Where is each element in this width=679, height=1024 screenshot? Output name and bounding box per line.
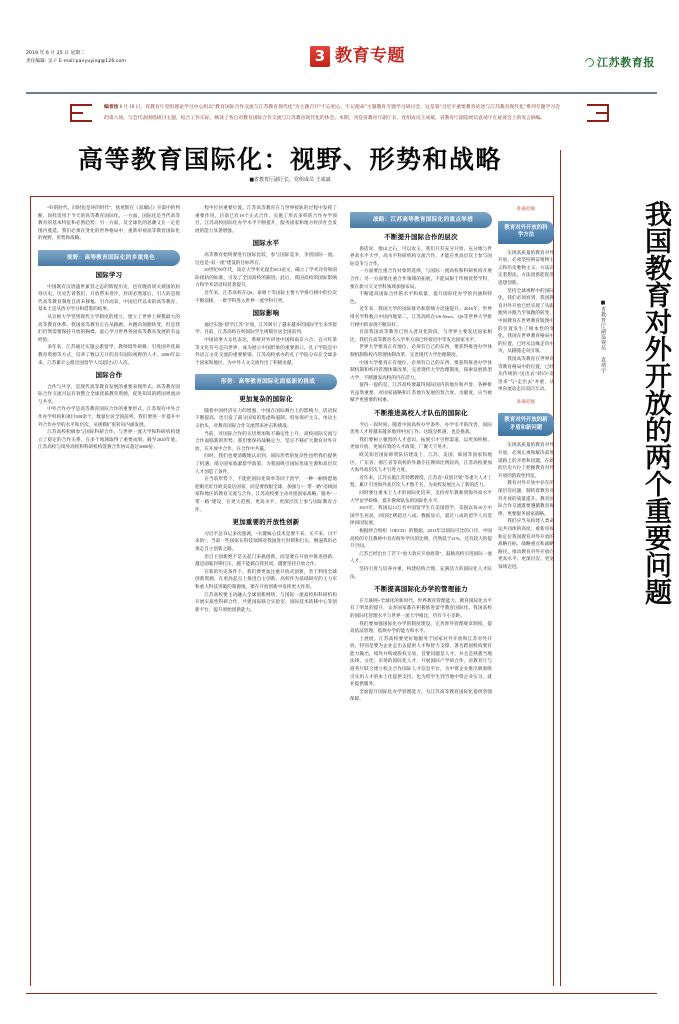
body-paragraph: 我们要加强国际化办学的制度建设，完善涉外管理规章制度，提高依法管理、依规办学的能力和水平。 — [350, 620, 492, 634]
article-column-1 — [38, 204, 180, 984]
body-paragraph: 中国故事大众化表达，系统对外讲述中国和南京六合、宜兴红茶等文化符号走向世界，成为展示中国形象的重要窗口。孔子学院是中外语言文化交流的重要桥梁，江苏高校承办的孔子学院分布在全球多个国家和地区，为中外人文交流作出了积极贡献。 — [195, 336, 337, 365]
body-paragraph: 近年来，江苏高校在QS、泰晤士等国际主要大学排行榜中的位次不断前移，一批学科进入世界一流学科行列。 — [195, 289, 337, 303]
sidebar-paragraph: 实现高质量的教育对外开放，必须坚持辩证唯物主义和历史唯物主义，方法决定着想法，方法创新能促进思想创新。 — [498, 249, 554, 285]
subsection-heading: 更加复杂的国际化 — [239, 396, 293, 404]
body-paragraph: 世界大学要真正有地位，必须有自己的东西，要获得推进办学体制机制和校内管理体制改革，完善现代大学治理制度。 — [350, 344, 492, 357]
sidebar-section-ribbon: 教育对外开放的新矛盾和新问题 — [498, 413, 554, 436]
body-paragraph: 在当前形势下，不能把国际化简单等同于留学，一种一厢情愿地把眼光盯住欧美发达国家，而是要放眼全球，加强与“一带一路”沿线国家和地区的教育交流与合作。江苏高校要主动对接国家战略，服务“一带一路”建设，在更大范围、更高水平、更深层次上参与国际教育合作。 — [195, 476, 337, 512]
sidebar-paragraph: 实现高质量的教育对外开放，必须正视和解决前进道路上的矛盾和问题，在新的历史方位上把握教育对外开放的阶段性特征。 — [498, 442, 554, 478]
body-paragraph: 不断提高国际合作的水平和质量，提升国际化办学的内涵和特色。 — [350, 291, 492, 304]
body-paragraph: 在互联网+全球化的新时代，世界教育管理能力、教育国际化水平有了明显的提升，众多国家都在积极推进留学教育国际化。我国高校的国际化管理水平与世界一流大学相比，仍有不小差距。 — [350, 597, 492, 618]
body-paragraph: 当前，对国际合作的关切增加和不确定性上升，高校国际交流与合作面临新的形势。我们要保持战略定力，坚定不移扩大教育对外开放，在开放中合作，在合作中共赢。 — [195, 430, 337, 451]
newspaper-brand — [585, 54, 655, 70]
sidebar-column — [498, 200, 554, 990]
masthead-rule — [26, 92, 657, 94]
publication-date: 2019 年 6 月 25 日 星期二 — [26, 51, 85, 56]
body-paragraph: 江苏高校要主动融入全球创新网络，与国际一流高校和科研机构开展实质性科研合作，共建国际联合实验室、国际技术转移中心等创新平台，提升原始创新能力。 — [195, 591, 337, 612]
body-paragraph: 今后一段时间，随着中国高校办学条件、办学水平的改善，国际优秀人才将越来越多地到中国工作。这既是机遇，也是挑战。 — [350, 421, 492, 435]
page-number: 3 — [310, 46, 330, 67]
body-paragraph: 高等教育始终要进行国际比较，参与国际竞争，争创国际一流。这也是“双一流”建设的目标所在。 — [195, 251, 337, 265]
body-paragraph: 同时要注重本土人才的国际化培养，支持青年教师到海外高水平大学访学研修，提升教师队伍的国际化水平。 — [350, 490, 492, 503]
body-paragraph: 中外合作办学是高等教育国际合作的重要形式。江苏现有中外合作办学机构和项目300余个，数量位居全国前列。我们要进一步提升中外合作办学的水平和层次，从规模扩张转向内涵发展。 — [38, 406, 180, 427]
body-paragraph: 欧美知名国际师资队伍建设上，江苏、美国、韩国等国家和地区。广东省、浙江省等高校的外籍专任教师比例较高，江苏高校要加大海外高层次人才引进力度。 — [350, 452, 492, 473]
masthead — [26, 46, 657, 90]
subsection-heading: 国际影响 — [252, 310, 280, 318]
body-paragraph: 20世纪90年代，南京大学率先提出SCI论文，确立了学术评价和国际接轨的标准，引发了全国高校的跟进。此后，我国高校的国际影响力和学术话语权显著提升。 — [195, 267, 337, 288]
editors-note-body: 6 月 18 日，省教育厅党组理论学习中心组以“教育国际合作交流与江苏教育现代化”为主题召开“不忘初心、牢记使命”主题教育专题学习研讨会，这是第“习近平重要教育论述与江苏教育现代化”系列专题学习会的第八场。与会代表围绕研讨主题，结合工作实际，畅谈了各自对教育国际合作交流与江苏教育现代化的体会。本期，刊登省教育厅副厅长、党组成员王成斌，省教育厅副巡视员袁靖宇在座谈会上的发言摘编。 — [104, 105, 560, 121]
subsection-heading: 不断推进高校人才队伍的国际化 — [374, 410, 468, 418]
subsection-heading: 更加重要的开放性创新 — [232, 519, 300, 527]
lead-paragraph: “好的时代，同时也是坏的时代”，狄更斯在《双城记》开篇中的判断，同样适用于今天的高等教育国际化。一方面，国际化是当代高等教育的基本特征和必然趋势；另一方面，反全球化的思潮又在一定范围内蔓延。我们必须在变化的世界格局中，重新审视高等教育国际化的视野、形势和战略。 — [38, 205, 180, 241]
body-paragraph: 一方面要注重合作对象的选择，与国际一流高校和科研机构开展合作；另一方面要注重合作领域的拓展，不能局限于传统优势学科，要在新兴交叉学科领域加强布局。 — [350, 268, 492, 289]
body-paragraph: 根据经合组织（OECD）的数据，2011年以国际可比的口径，中国高校的专任教师中具有海外学历的比例，仍然低于21%，还有较大的提升空间。 — [350, 527, 492, 549]
sidebar-page-title: 我国教育对外开放的两个重要问题 — [641, 199, 671, 605]
sidebar-section-kicker: 准确把握 — [516, 399, 536, 405]
body-paragraph: 通过实施“留学江苏”计划，江苏吸引了越来越多的国际学生来华留学。目前，江苏高校在校国际学生规模位居全国前列。 — [195, 321, 337, 335]
section-ribbon-heading: 视野：高等教育国际化的多重角色 — [38, 250, 180, 266]
body-paragraph: 合作与共享，是现代高等教育发展的重要表现形式。高等教育国际合作交流可以有效整合全球优质教育资源，促进知识的跨国界流动与共享。 — [38, 383, 180, 404]
article-byline: ■省教育厅副厅长、党组成员 王成斌 — [249, 177, 331, 183]
body-paragraph: 值得一提的是，江苏高校要赢得国际国内的地位和声誉，各种排名虽然重要，对国家战略和江苏地方发展的契合度、贡献度，应当被赋予更重要的权重。 — [350, 382, 492, 403]
body-paragraph: 中国既有汉唐盛世兼容之态的辉煌历史，也有晚清闭关锁国的屈辱历史。历史告诉我们，开放带来进步，封闭必然落后。引人的是现代高等教育制度自清末移植、引介而来。中国近代以来的高等教育，基本上是从西方学习和借鉴的结果。 — [38, 283, 180, 312]
body-paragraph: 2015年，我国以12万名中国留学生在美国留学，美国以每10万中国学生居高，回国比例超过八成。数据显示，超过八成的留学人员选择回国发展。 — [350, 505, 492, 526]
body-paragraph: 俗话说，他山之石，可以攻玉。我们只有充分开放，充分地与世界高水平大学、高水平科研机构交流合作，才能在更高层次上参与国际竞争与合作。 — [350, 245, 492, 266]
footer-rule — [26, 993, 657, 994]
body-paragraph: 习近平总书记多次强调，“关键核心技术是要不来、买不来、讨不来的”。当前一些国家在科技领域对我国进行封锁和打压，倒逼我们必须走自主创新之路。 — [195, 530, 337, 551]
article-column-2 — [195, 204, 337, 984]
subsection-heading: 国际水平 — [252, 240, 280, 248]
body-paragraph: 江苏已经出台了若干“放大效应开放政策”，鼓励高校引进国际一流人才。 — [350, 550, 492, 564]
body-paragraph: 全面提升国际化办学管理能力，为江苏高等教育国际化提供坚强保障。 — [350, 688, 492, 702]
page-section-header — [310, 46, 405, 67]
sidebar-rule-left — [560, 150, 561, 986]
editors-note-bracket-right — [587, 104, 609, 122]
article-rule-top — [30, 196, 553, 197]
body-paragraph: 我们要树立强烈的人才意识，拓展引才引智渠道，以更加积极、更加开放、更加有效的人才政策，广聚天下英才。 — [350, 436, 492, 450]
body-paragraph: 多年来，江苏通过实施公派留学、教师境外研修、引进国外优质教育资源等方式，培养了数以万计的具有国际视野的人才。2000年以来，江苏累计公派出国留学人员超过2万人次。 — [38, 344, 180, 365]
body-paragraph: 但自主创新绝不是关起门来搞创新，而是要在开放中推进创新。越是面临封锁打压，越不能搞自我封闭，越要坚持开放合作。 — [195, 553, 337, 567]
body-paragraph: 上展展。江苏高校要更好地服务于国家对外开放和江苏对外开放，特别是要为企业走出去提供人才和智力支撑。著名跨国机构要有能力输出，境外并购或股权交易，首要问题是人才，并且是熟悉当地法律、文化、市场的国际化人才，开展国际产学研合作，省教育厅与商务厅联合建立校企合作国际人才信息平台，为中资企业推出吸收吸引实用人才的本土化提供支持，也为留学生到当地中资企业实习、就业提供服务。 — [350, 635, 492, 687]
body-paragraph: 江苏高校积极参与国际科研合作，与世界一流大学和科研机构建立了稳定的合作关系，在多个领域取得了重要成果。截至2020年底，江苏高校与境外高校和科研机构签署合作协议超过3000份。 — [38, 429, 180, 450]
brand-name: 江苏教育报 — [597, 57, 655, 69]
body-paragraph: 目前我国高等教育已进入普及化阶段，与世界主要发达国家相比，我们在高等教育毛入学率方面已经接近中等发达国家水平。 — [350, 329, 492, 342]
body-paragraph: 中国大学要真正有地位，必须有自己的东西，要获得推进办学体制机制和校内管理体制改革，完善现代大学治理制度，探索发展新型大学，不断激发高校的内在活力。 — [350, 359, 492, 380]
article-column-3 — [350, 204, 492, 984]
sidebar-byline: ■省教育厅副巡视员 袁靖宇 — [600, 300, 606, 374]
body-paragraph: 程中位居重要位置。江苏高等教育在与世界接轨的过程中发挥了重要作用，目前已有18个正式合作、实施了形式多样的合作办学项目。江苏高校国际化办学水平不断提升，服务国家和地方经济社会发展的能力显著增强。 — [195, 205, 337, 233]
article-rule-left — [30, 196, 31, 986]
sidebar-section-ribbon: 教育对外开放的科学方法 — [498, 221, 554, 244]
body-paragraph: 在新的历史条件下，我们要更加注重开放式创新，善于利用全球创新资源，在更高起点上推进自主创新。高校作为基础研究的主力军和重大科技突破的策源地，要在开放创新中发挥更大作用。 — [195, 568, 337, 589]
body-paragraph: 近年来，我国大学的国际排名和影响力迅速提升。2016年，世界排名学科数占中国内地第二，江苏高校在US.News、QS等世界大学排行榜中的表现不断向好。 — [350, 306, 492, 327]
section-name: 教育专题 — [335, 46, 405, 66]
sidebar-paragraph: 坚持全球视野中的国际化。我们必须看到，我国教育对外开放已经实现了从跟跑到并跑乃至领跑的转变，中国教育在世界教育版图中的位置发生了根本性的变化。我国在世界教育格局中的位置，已经从边缘走向中央，从跟随走向引领。 — [498, 287, 554, 354]
editors-note-bracket-left — [70, 104, 92, 122]
subsection-heading: 国际学习 — [95, 271, 123, 279]
editors-note — [92, 100, 572, 127]
subsection-heading: 国际合作 — [95, 372, 123, 380]
body-paragraph: 近年来，江苏实施江苏特聘教授、江苏省“双创计划”等重大人才工程，累计引进海外高层次人才数千名，为高校发展注入了新的活力。 — [350, 474, 492, 488]
section-ribbon-heading: 战略：江苏高等教育国际化的重点举措 — [350, 212, 492, 228]
brand-logo-icon — [583, 56, 596, 69]
editors-note-label: 编者按 — [104, 105, 119, 110]
sidebar-paragraph: 教育对外开放中存在的深层次问题，制约着教育对外开放的质量提升。教育国际合作交流既要遵循教育规律，更要服务国家战略。 — [498, 480, 554, 516]
sidebar-paragraph: 我国高等教育在世界高等教育格局中的位置，已经从传统的“送出去”转向“迎进来”与“走出去”并重，从单向流动走向双向互动。 — [498, 355, 554, 392]
body-paragraph: 随着中国经济实力的增强，中国在国际舞台上的影响力、话语权不断提高，也引发了部分国家的焦虑和遏制。贸易保护主义、单边主义抬头，对教育国际合作交流带来冲击和挑战。 — [195, 407, 337, 429]
body-paragraph: 坚持引进与培养并重，构建结构合理、充满活力的国际化人才队伍。 — [350, 565, 492, 579]
body-paragraph: 同时，我们也要清醒地认识到，国际形势的复杂性也给我们提供了机遇。部分国家收紧留学政策，为我国吸引国际优质生源和高层次人才创造了条件。 — [195, 453, 337, 474]
sidebar-section-kicker: 准确把握 — [516, 207, 536, 212]
subsection-heading: 不断提高国际化办学的管理能力 — [374, 586, 468, 594]
subsection-heading: 不断提升国际合作的层次 — [384, 234, 458, 241]
editor-contact: 责任编辑: 吴子 E-mail:panyuying@126.com — [26, 59, 127, 64]
sidebar-paragraph: 我们应当从构建人类命运共同体的高度，重新审视和定位我国教育对外开放的战略目标、战略重点和战略路径，推动教育对外开放向更高水平、更深层次、更宽领域迈进。 — [498, 518, 554, 569]
section-ribbon-heading: 形势：高等教育国际化面临新的挑战 — [195, 374, 337, 390]
page-title: 高等教育国际化：视野、形势和战略 — [77, 147, 502, 174]
body-paragraph: 从京师大学堂到现代大学制度的建立，建立了世界上规模最大的高等教育体系，我国高等教育正在从跟跑、并跑向领跑转变，但是我们仍然需要保持开放的胸襟，虚心学习世界各国高等教育发展的有益经验。 — [38, 313, 180, 342]
